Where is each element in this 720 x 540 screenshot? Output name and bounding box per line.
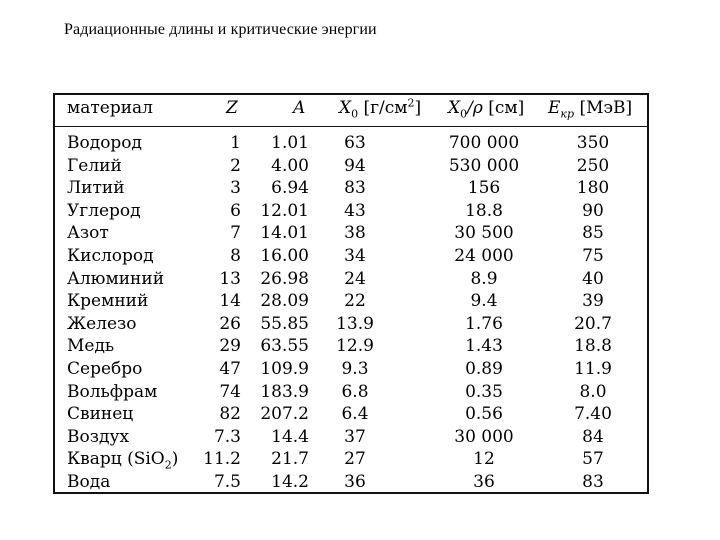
cell-e: 8.0 (579, 381, 607, 402)
header-x0 (339, 96, 422, 121)
material-close: ) (171, 449, 179, 470)
cell-x0: 63 (344, 133, 366, 153)
cell-x0rho: 530 000 (448, 155, 520, 176)
cell-e: 90 (582, 200, 604, 221)
cell-a: 6.94 (271, 178, 309, 199)
cell-x0rho: 0.89 (465, 359, 503, 379)
cell-x0: 43 (344, 200, 366, 221)
cell-x0: 38 (344, 223, 366, 244)
header-a: A (293, 98, 306, 118)
cell-material: Кремний (67, 291, 149, 312)
cell-material: Вода (67, 472, 111, 492)
cell-e: 84 (582, 426, 604, 447)
cell-x0: 12.9 (336, 336, 374, 357)
cell-z: 1 (230, 133, 241, 153)
cell-z: 47 (219, 359, 241, 379)
cell-x0: 6.8 (341, 381, 369, 402)
cell-a: 109.9 (260, 359, 309, 379)
material-subscript: 2 (164, 458, 172, 472)
header-z: Z (226, 98, 238, 118)
cell-x0rho: 9.4 (470, 291, 498, 312)
cell-a: 63.55 (260, 336, 309, 357)
header-e-symbol: E (548, 98, 561, 118)
cell-z: 13 (219, 268, 241, 289)
cell-z: 82 (219, 404, 241, 425)
header-e-unit: [МэВ] (579, 98, 633, 118)
cell-a: 4.00 (271, 155, 309, 176)
cell-material: Медь (67, 336, 115, 357)
cell-material: Литий (67, 178, 125, 199)
data-table (53, 93, 649, 494)
cell-a: 14.2 (271, 472, 309, 492)
cell-e: 18.8 (574, 336, 612, 357)
cell-z: 26 (219, 313, 241, 334)
header-material: материал (67, 98, 153, 118)
cell-x0rho: 36 (473, 472, 495, 492)
cell-a: 16.00 (260, 246, 309, 266)
cell-a: 14.01 (260, 223, 309, 244)
cell-x0: 27 (344, 449, 366, 470)
cell-e: 250 (576, 155, 610, 176)
cell-e: 20.7 (574, 313, 612, 334)
cell-z: 74 (219, 381, 241, 402)
cell-a: 1.01 (271, 133, 309, 153)
cell-x0rho: 8.9 (470, 268, 498, 289)
cell-material: Свинец (67, 404, 134, 425)
header-divider (55, 126, 647, 127)
header-x0rho (448, 98, 525, 121)
material-text: Кварц (SiO (67, 449, 165, 470)
header-e-sub: кр (560, 107, 575, 121)
cell-e: 11.9 (574, 359, 612, 379)
cell-z: 6 (230, 200, 241, 221)
cell-a: 183.9 (260, 381, 309, 402)
cell-material: Водород (67, 133, 143, 153)
cell-material: Вольфрам (67, 381, 158, 402)
cell-z: 11.2 (203, 449, 241, 470)
cell-x0: 34 (344, 246, 366, 266)
cell-x0: 13.9 (336, 313, 374, 334)
cell-material: Железо (67, 313, 137, 334)
header-x0-sub: 0 (351, 107, 359, 121)
cell-e: 180 (576, 178, 610, 199)
cell-material (67, 449, 179, 472)
cell-e: 75 (582, 246, 604, 266)
cell-material: Гелий (67, 155, 122, 176)
cell-x0: 37 (344, 426, 366, 447)
cell-material: Воздух (67, 426, 130, 447)
cell-x0: 22 (344, 291, 366, 312)
cell-z: 29 (219, 336, 241, 357)
cell-z: 7 (230, 223, 241, 244)
cell-e: 7.40 (574, 404, 612, 425)
header-x0rho-sub: 0 (460, 107, 468, 121)
cell-a: 12.01 (260, 200, 309, 221)
cell-z: 2 (230, 155, 241, 176)
cell-e: 40 (582, 268, 604, 289)
cell-x0: 36 (344, 472, 366, 492)
cell-z: 7.5 (213, 472, 241, 492)
cell-x0rho: 24 000 (454, 246, 514, 266)
cell-material: Кислород (67, 246, 154, 266)
cell-a: 55.85 (260, 313, 309, 334)
cell-z: 7.3 (213, 426, 241, 447)
cell-z: 3 (230, 178, 241, 199)
cell-x0rho: 0.56 (465, 404, 503, 425)
cell-material: Азот (67, 223, 109, 244)
page-title: Радиационные длины и критические энергии (64, 21, 377, 38)
cell-x0rho: 12 (473, 449, 495, 470)
cell-x0: 24 (344, 268, 366, 289)
cell-x0rho: 0.35 (465, 381, 503, 402)
cell-material: Серебро (67, 359, 143, 379)
cell-a: 26.98 (260, 268, 309, 289)
header-x0-symbol: X (339, 98, 352, 118)
cell-e: 39 (582, 291, 604, 312)
cell-x0rho: 30 500 (454, 223, 514, 244)
cell-x0rho: 18.8 (465, 200, 503, 221)
cell-x0rho: 156 (467, 178, 501, 199)
cell-a: 28.09 (260, 291, 309, 312)
cell-x0: 83 (344, 178, 366, 199)
header-x0-unit: [г/см (363, 98, 408, 118)
cell-a: 207.2 (260, 404, 309, 425)
cell-x0: 94 (344, 155, 366, 176)
cell-e: 83 (582, 472, 604, 492)
cell-material: Углерод (67, 200, 141, 221)
cell-x0: 6.4 (341, 404, 369, 425)
cell-e: 350 (576, 133, 610, 153)
cell-x0rho: 700 000 (448, 133, 520, 153)
header-x0-unit-close: ] (414, 98, 422, 118)
cell-a: 21.7 (271, 449, 309, 470)
cell-material: Алюминий (67, 268, 165, 289)
cell-a: 14.4 (271, 426, 309, 447)
cell-z: 8 (230, 246, 241, 266)
cell-x0: 9.3 (341, 359, 369, 379)
cell-x0rho: 1.76 (465, 313, 503, 334)
cell-z: 14 (219, 291, 241, 312)
header-x0-unit-sup: 2 (407, 96, 415, 110)
header-x0rho-symbol: X (448, 98, 461, 118)
cell-x0rho: 30 000 (454, 426, 514, 447)
header-e (548, 98, 633, 121)
cell-e: 85 (582, 223, 604, 244)
header-x0rho-unit: [см] (488, 98, 525, 118)
cell-x0rho: 1.43 (465, 336, 503, 357)
header-x0rho-slash: /ρ (467, 98, 483, 118)
cell-e: 57 (582, 449, 604, 470)
